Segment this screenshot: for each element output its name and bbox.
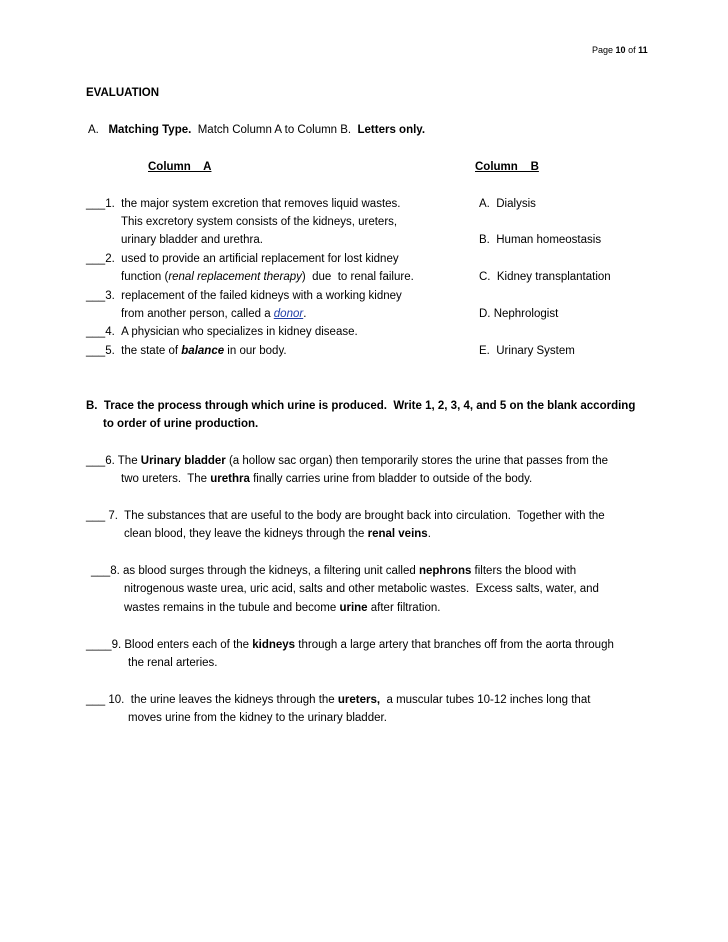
matching-item-2 <box>86 251 399 267</box>
item-text: the urine leaves the kidneys through the <box>124 694 338 706</box>
item-number: 6. <box>105 455 115 467</box>
part-a-title: Matching Type. <box>108 124 192 136</box>
item-text: clean blood, they leave the kidneys through the <box>124 528 368 540</box>
donor-link[interactable]: donor <box>273 308 304 320</box>
sequence-item-8-line2: nitrogenous waste urea, uric acid, salts and other metabolic wastes. Excess salts, water, and <box>124 583 599 595</box>
part-b-title-line2: to order of urine production. <box>103 418 259 430</box>
item-number: 8. <box>110 565 120 577</box>
item-text: . <box>303 308 307 320</box>
page-number <box>592 42 648 58</box>
item-text: after filtration. <box>367 602 441 614</box>
evaluation-title: EVALUATION <box>86 87 160 99</box>
item-text: A physician who specializes in kidney disease. <box>121 326 358 338</box>
answer-blank[interactable]: ___ <box>86 290 106 302</box>
item-number: 3. <box>105 290 115 302</box>
answer-blank[interactable]: ___ <box>86 198 106 210</box>
part-a-heading <box>88 122 425 138</box>
sequence-item-7 <box>86 508 605 524</box>
item-text: ) due to renal failure. <box>301 271 414 283</box>
item-italic-text: renal replacement therapy <box>168 271 302 283</box>
item-bold: ureters, <box>337 694 381 706</box>
matching-item-1-line2: This excretory system consists of the kidneys, ureters, <box>121 216 398 228</box>
item-text: a muscular tubes 10-12 inches long that <box>380 694 591 706</box>
answer-blank[interactable]: ____ <box>86 639 112 651</box>
item-text: the major system excretion that removes liquid wastes. <box>121 198 401 210</box>
choice-b: B. Human homeostasis <box>479 234 602 246</box>
sequence-item-7-line2 <box>124 526 431 542</box>
matching-item-1 <box>86 196 400 212</box>
item-text: wastes remains in the tubule and become <box>124 602 340 614</box>
choice-c: C. Kidney transplantation <box>479 271 611 283</box>
item-text: used to provide an artificial replacement for lost kidney <box>121 253 399 265</box>
matching-item-3 <box>86 288 402 304</box>
sequence-item-10-line2: moves urine from the kidney to the urinary bladder. <box>128 712 387 724</box>
item-text: as blood surges through the kidneys, a filtering unit called <box>119 565 419 577</box>
balance-emphasis: balance <box>181 345 225 357</box>
sequence-item-6 <box>86 453 608 469</box>
item-text: from another person, called a <box>121 308 274 320</box>
item-number: 2. <box>105 253 115 265</box>
matching-item-4 <box>86 324 358 340</box>
item-text: through a large artery that branches off from the aorta through <box>295 639 614 651</box>
matching-item-1-line3: urinary bladder and urethra. <box>121 234 263 246</box>
matching-item-5 <box>86 343 287 359</box>
sequence-item-8-line3 <box>124 600 440 616</box>
page-current: 10 <box>615 45 626 55</box>
answer-blank[interactable]: ___ <box>86 253 106 265</box>
part-a-note: Letters only. <box>357 124 426 136</box>
item-text: The <box>114 455 141 467</box>
choice-d: D. Nephrologist <box>479 308 559 320</box>
sequence-item-8 <box>91 563 576 579</box>
item-number: 9. <box>111 639 122 651</box>
item-text: . <box>427 528 431 540</box>
page-total: 11 <box>638 45 648 55</box>
item-bold: urethra <box>210 473 250 485</box>
item-text: filters the blood with <box>471 565 577 577</box>
item-text: (a hollow sac organ) then temporarily stores the urine that passes from the <box>225 455 609 467</box>
item-number: 5. <box>105 345 115 357</box>
item-text: the state of <box>121 345 182 357</box>
answer-blank[interactable]: ___ <box>91 565 111 577</box>
part-a-prefix: A. <box>88 124 99 136</box>
item-bold: Urinary bladder <box>140 455 226 467</box>
page-of: of <box>628 45 636 55</box>
sequence-item-10 <box>86 692 590 708</box>
item-number: 7. <box>105 510 118 522</box>
item-text: Blood enters each of the <box>121 639 253 651</box>
item-text: two ureters. The <box>121 473 211 485</box>
sequence-item-9-line2: the renal arteries. <box>128 657 218 669</box>
item-number: 10. <box>105 694 125 706</box>
answer-blank[interactable]: ___ <box>86 510 106 522</box>
sequence-item-6-line2 <box>121 471 532 487</box>
answer-blank[interactable]: ___ <box>86 345 106 357</box>
item-bold: kidneys <box>252 639 296 651</box>
item-bold: nephrons <box>418 565 472 577</box>
item-text: replacement of the failed kidneys with a working kidney <box>121 290 402 302</box>
item-bold: urine <box>339 602 368 614</box>
matching-item-3-line2 <box>121 306 306 322</box>
part-a-instruction: Match Column A to Column B. <box>197 124 352 136</box>
answer-blank[interactable]: ___ <box>86 326 106 338</box>
item-bold: renal veins <box>367 528 428 540</box>
column-b-header: Column B <box>475 161 539 173</box>
item-text: finally carries urine from bladder to outside of the body. <box>249 473 533 485</box>
item-text: The substances that are useful to the body are brought back into circulation. Together with the <box>117 510 605 522</box>
matching-item-2-line2 <box>121 269 414 285</box>
choice-a: A. Dialysis <box>479 198 536 210</box>
sequence-item-9 <box>86 637 614 653</box>
item-number: 4. <box>105 326 115 338</box>
item-text: function ( <box>121 271 169 283</box>
item-text: in our body. <box>224 345 287 357</box>
choice-e: E. Urinary System <box>479 345 575 357</box>
item-number: 1. <box>105 198 115 210</box>
column-a-header: Column A <box>148 161 212 173</box>
answer-blank[interactable]: ___ <box>86 455 106 467</box>
page-prefix: Page <box>592 45 614 55</box>
answer-blank[interactable]: ___ <box>86 694 106 706</box>
part-b-title: B. Trace the process through which urine is produced. Write 1, 2, 3, 4, and 5 on the blank according <box>86 400 636 412</box>
